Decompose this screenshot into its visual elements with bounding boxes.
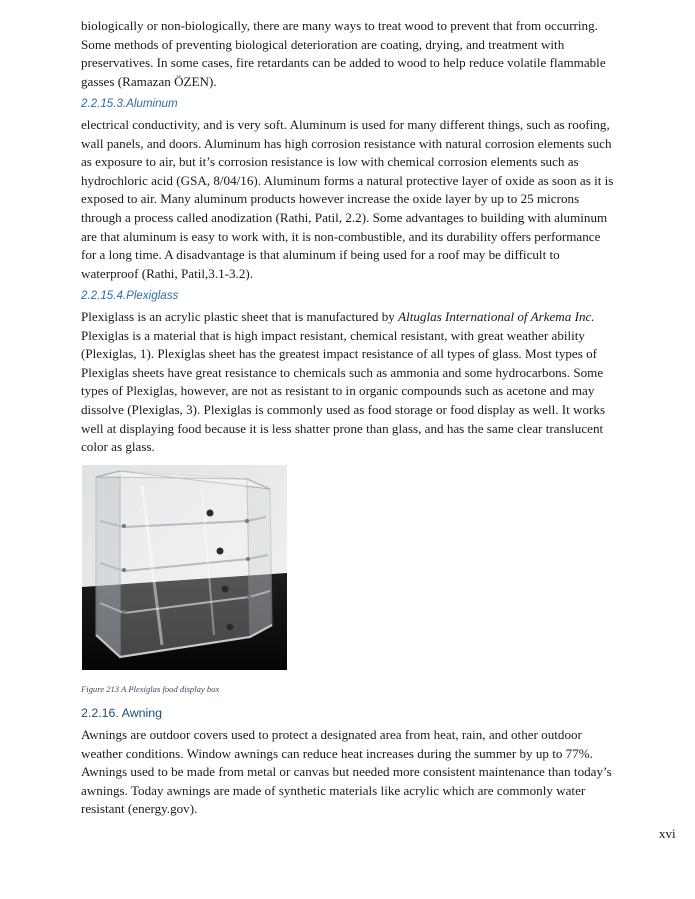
page-number: xvi [659, 826, 676, 841]
paragraph-wood-treatment: biologically or non-biologically, there are many ways to treat wood to prevent that from occurring. Some methods of preventing biological deterioration are coating, drying, and treatment with preservatives. In some cases, fire retardants can be added to wood to help reduce volatile flammable gasses (Ramazan ÖZEN). [81, 18, 606, 89]
paragraph-aluminum: electrical conductivity, and is very soft. Aluminum is used for many different things, such as roofing, wall panels, and doors. Aluminum has high corrosion resistance with natural corrosion elements such as exposure to air, but it’s corrosion resistance is low with chemical corrosion elements such as hydrochloric acid (GSA, 8/04/16). Aluminum forms a natural protective layer of oxide as soon as it is exposed to air. Many aluminum products however increase the oxide layer by up to 25 microns through a process called anodization (Rathi, Patil, 2.2). Some advantages to building with aluminum are that aluminum is easy to work with, it is non-combustible, and its durability offers performance for a long time. A disadvantage is that aluminum if being used for a roof may be difficult to waterproof (Rathi, Patil,3.1-3.2). [81, 117, 614, 281]
heading-aluminum: 2.2.15.3.Aluminum [81, 97, 178, 110]
plexiglass-text-rest: Plexiglas is a material that is high impact resistant, chemical resistant, with great weather ability (Plexiglas, 1). Plexiglas sheet has the greatest impact resistance of all types of glass. Most types of Plexiglas sheets have great resistance to chemicals such as ammonia and some hydrocarbons. Some types of Plexiglas, however, are not as resistant to in organic compounds such as acetone and may dissolve (Plexiglas, 3). Plexiglas is commonly used as food storage or food display as well. It works well at displaying food because it is less shatter prone than glass, and has the same clear translucent color as glass. [81, 327, 606, 455]
paragraph-awning: Awnings are outdoor covers used to protect a designated area from heat, rain, and other outdoor weather conditions. Window awnings can reduce heat increases during the summer by up to 77%. Awnings used to be made from metal or canvas but needed more consistent maintenance than today’s awnings. Today awnings are made of synthetic materials like acrylic which are commonly water resistant (energy.gov). [81, 727, 612, 817]
plexiglass-text-start: Plexiglass is an acrylic plastic sheet that is manufactured by [81, 309, 399, 324]
heading-awning: 2.2.16. Awning [81, 706, 163, 720]
figure-caption: Figure 213 A Plexiglas food display box [81, 684, 220, 694]
paragraph-plexiglass [81, 308, 616, 457]
plexiglas-display-image [82, 465, 287, 670]
plexiglass-company-name: Altuglas International of Arkema Inc. [398, 309, 595, 324]
heading-plexiglass: 2.2.15.4.Plexiglass [81, 289, 179, 302]
